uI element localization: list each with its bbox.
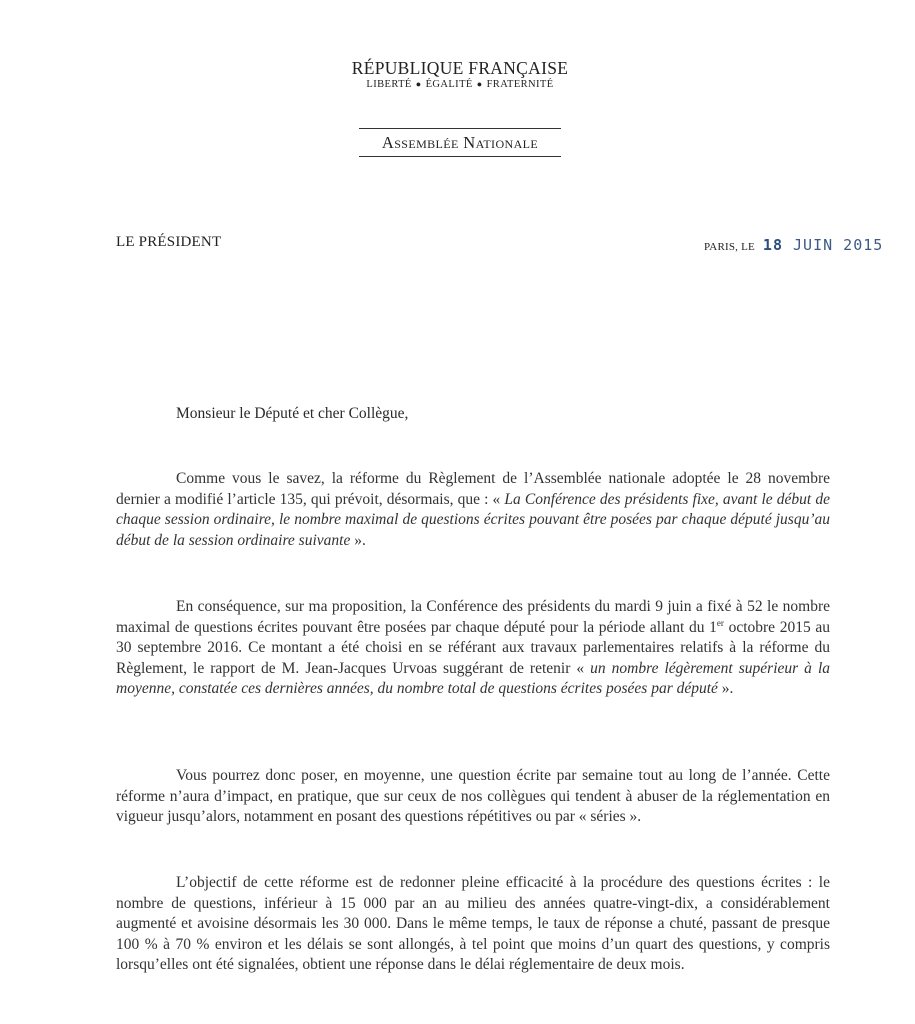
date-month-year: JUIN 2015	[793, 236, 884, 254]
assemblee-rule-bottom	[359, 156, 561, 157]
paragraph-consequence	[116, 597, 830, 700]
paragraph-text: octobre 2015 au 30 septembre 2016. Ce montant a été choisi en se référant aux travaux parlementaires relatifs à la réforme du Règlement, le rapport de M. Jean-Jacques Urvoas suggérant de retenir «	[116, 618, 830, 677]
republique-francaise-title: RÉPUBLIQUE FRANÇAISE	[351, 58, 569, 78]
paragraph-text: ».	[350, 531, 366, 549]
place-label: PARIS, LE	[704, 241, 755, 253]
national-motto	[300, 78, 620, 91]
report-quote: un nombre légèrement supérieur à la moyenne, constatée ces dernières années, du nombre total de questions écrites posées par député	[116, 659, 830, 698]
paragraph-text: En conséquence, sur ma proposition, la Conférence des présidents du mardi 9 juin a fixé à 52 le nombre maximal de questions écrites pouvant être posées par chaque député pour la période allant du 1	[116, 598, 830, 636]
motto-bullet-icon: ●	[476, 79, 483, 89]
article-quote: La Conférence des présidents fixe, avant le début de chaque session ordinaire, le nombre maximal de questions écrites pouvant être posées par chaque député jusqu’au début de la session ordinaire suivante	[116, 490, 830, 549]
letterhead	[300, 58, 620, 157]
paragraph-text: Comme vous le savez, la réforme du Règlement de l’Assemblée nationale adoptée le 28 novembre dernier a modifié l’article 135, qui prévoit, désormais, que : «	[116, 470, 830, 508]
date-stamp	[763, 236, 883, 254]
assemblee-nationale-title: Assemblée Nationale	[381, 133, 539, 152]
date-day: 18	[762, 236, 783, 254]
salutation: Monsieur le Député et cher Collègue,	[176, 405, 409, 422]
motto-liberte: LIBERTÉ	[366, 79, 412, 90]
motto-fraternite: FRATERNITÉ	[486, 79, 554, 90]
sender-title: LE PRÉSIDENT	[116, 234, 222, 250]
motto-egalite: ÉGALITÉ	[425, 79, 473, 90]
place-and-date	[704, 236, 883, 255]
paragraph-objective: L’objectif de cette réforme est de redonner pleine efficacité à la procédure des questions écrites : le nombre de questions, inférieur à 15 000 par an au milieu des années quatre-vingt-dix, a considérablement augmenté et avoisine désormais les 30 000. Dans le même temps, le taux de réponse a chuté, passant de presque 100 % à 70 % environ et les délais se sont allongés, à tel point que moins d’un quart des questions, y compris lorsqu’elles ont été signalées, obtient une réponse dans le délai réglementaire de deux mois.	[116, 874, 830, 974]
paragraph-text: ».	[717, 680, 734, 698]
motto-bullet-icon: ●	[415, 79, 422, 89]
ordinal-superscript: er	[716, 617, 724, 628]
paragraph-reform	[116, 469, 830, 551]
paragraph-average: Vous pourrez donc poser, en moyenne, une question écrite par semaine tout au long de l’année. Cette réforme n’aura d’impact, en pratique, que sur ceux de nos collègues qui tendent à abuser de la réglementation en vigueur jusqu’alors, notamment en posant des questions répétitives ou par « séries ».	[116, 767, 830, 826]
